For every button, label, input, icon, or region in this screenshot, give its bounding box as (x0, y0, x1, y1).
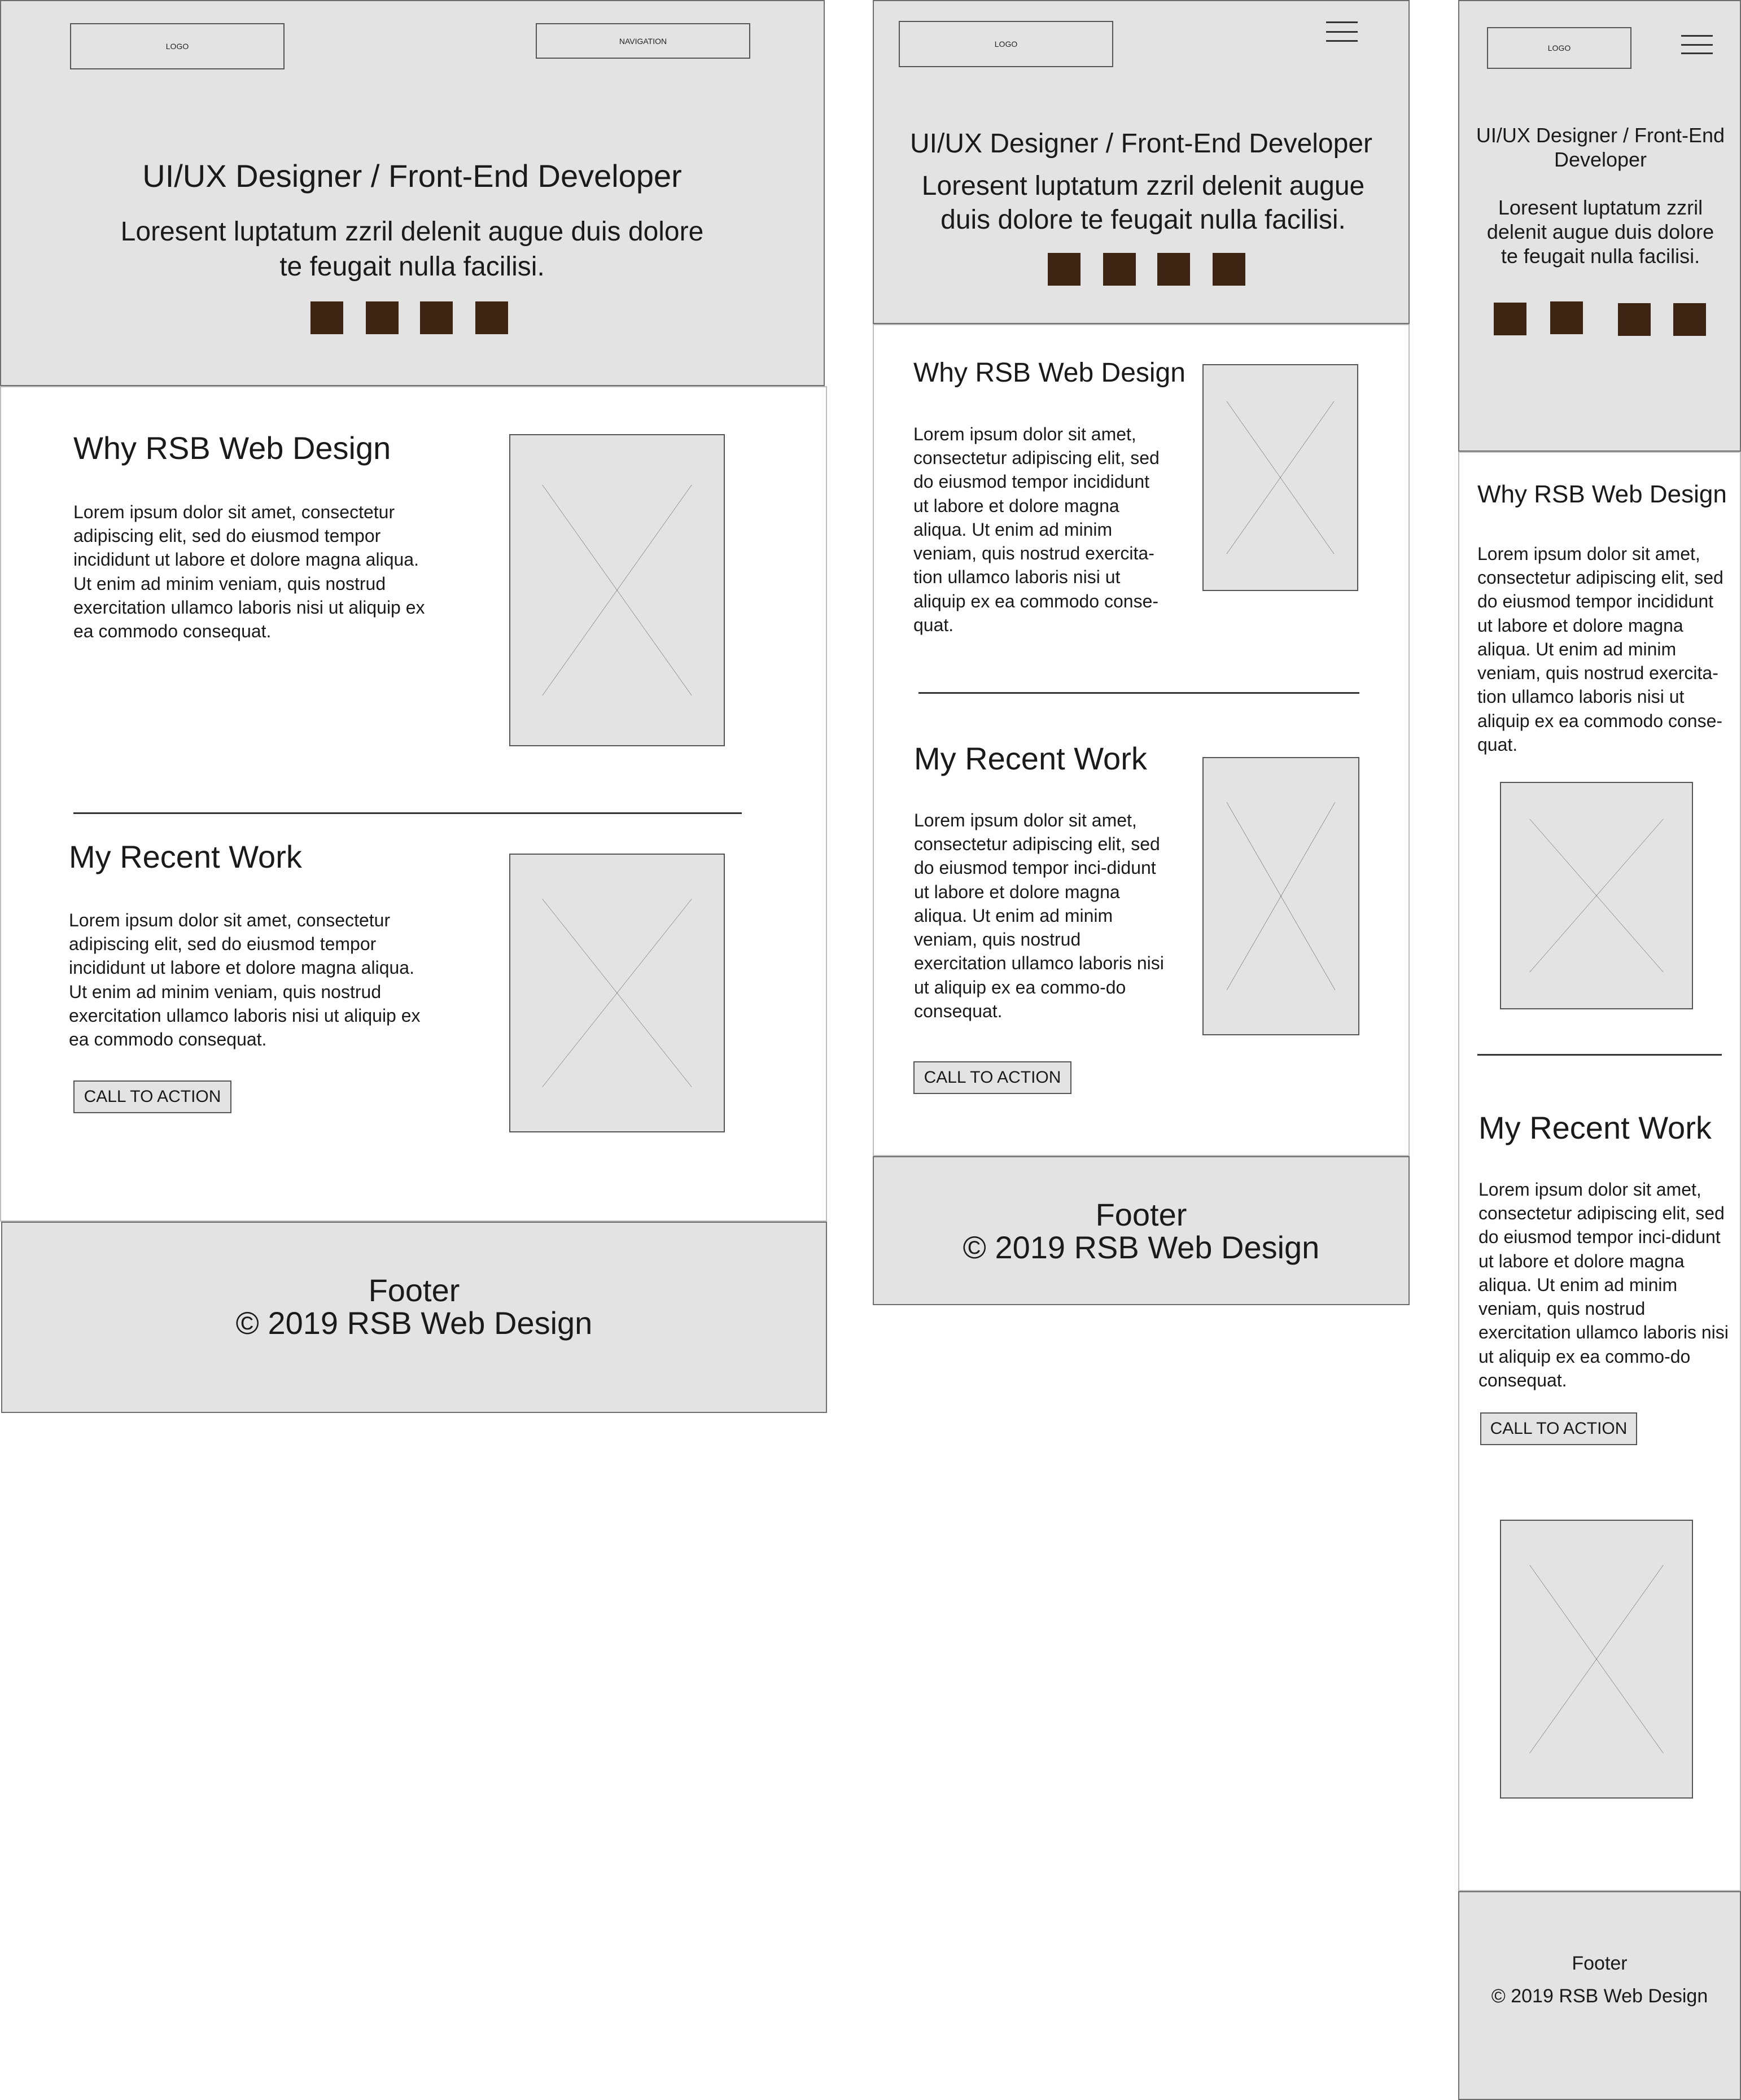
mobile-social-icon-2[interactable] (1550, 301, 1583, 334)
desktop-footer-label: Footer (368, 1272, 460, 1308)
desktop-cta-button[interactable]: CALL TO ACTION (73, 1080, 231, 1113)
tablet-hamburger-menu-icon[interactable] (1326, 21, 1358, 42)
desktop-title: UI/UX Designer / Front-End Developer (142, 158, 682, 194)
desktop-why-image-placeholder-icon (509, 434, 725, 746)
desktop-social-icon-4[interactable] (475, 301, 508, 334)
tablet-social-icon-2[interactable] (1103, 253, 1136, 286)
tablet-why-image-placeholder-icon (1202, 364, 1358, 591)
desktop-work-heading: My Recent Work (69, 839, 302, 874)
tablet-title: UI/UX Designer / Front-End Developer (910, 129, 1372, 159)
tablet-work-heading: My Recent Work (914, 741, 1147, 776)
tablet-subtitle: Loresent luptatum zzril delenit augue duis dolore te feugait nulla facilisi. (921, 171, 1365, 235)
mobile-logo[interactable]: LOGO (1487, 27, 1631, 69)
mobile-why-heading: Why RSB Web Design (1477, 480, 1727, 508)
desktop-social-icon-2[interactable] (366, 301, 399, 334)
mobile-cta-button[interactable]: CALL TO ACTION (1480, 1412, 1637, 1445)
mobile-work-image-placeholder-icon (1500, 1520, 1693, 1799)
tablet-social-icon-3[interactable] (1157, 253, 1190, 286)
desktop-why-heading: Why RSB Web Design (73, 430, 391, 466)
mobile-work-heading: My Recent Work (1478, 1110, 1712, 1145)
desktop-why-text: Lorem ipsum dolor sit amet, consectetur adipiscing elit, sed do eiusmod tempor incididunt ut labore et dolore magna aliqua. Ut enim ad minim veniam, quis nostrud exercitation ullamco laboris nisi ut aliquip ex ea commodo consequat. (73, 502, 425, 642)
mobile-subtitle: Loresent luptatum zzril delenit augue duis dolore te feugait nulla facilisi. (1486, 196, 1714, 268)
desktop-social-icon-1[interactable] (310, 301, 343, 334)
mobile-why-image-placeholder-icon (1500, 782, 1693, 1009)
mobile-why-text: Lorem ipsum dolor sit amet, consectetur adipiscing elit, sed do eiusmod tempor incididunt ut labore et dolore magna aliqua. Ut enim ad minim veniam, quis nostrud exercita-tion ullamco laboris nisi ut aliquip ex ea commodo conse-quat. (1477, 544, 1723, 755)
desktop-social-icon-3[interactable] (420, 301, 453, 334)
desktop-footer-copyright: © 2019 RSB Web Design (235, 1305, 593, 1341)
tablet-footer-label: Footer (1095, 1197, 1187, 1232)
desktop-navigation[interactable]: NAVIGATION (536, 23, 750, 59)
tablet-divider (918, 692, 1359, 694)
tablet-footer-copyright: © 2019 RSB Web Design (963, 1230, 1320, 1265)
mobile-social-icon-3[interactable] (1618, 303, 1651, 336)
desktop-subtitle: Loresent luptatum zzril delenit augue duis dolore te feugait nulla facilisi. (120, 217, 704, 282)
mobile-title: UI/UX Designer / Front-End Developer (1476, 124, 1725, 172)
tablet-logo[interactable]: LOGO (899, 21, 1113, 67)
tablet-cta-button[interactable]: CALL TO ACTION (913, 1061, 1071, 1094)
mobile-hamburger-menu-icon[interactable] (1681, 35, 1713, 54)
desktop-divider (73, 812, 742, 814)
mobile-footer-copyright: © 2019 RSB Web Design (1491, 1985, 1708, 2007)
desktop-logo[interactable]: LOGO (70, 23, 285, 69)
tablet-social-icon-1[interactable] (1048, 253, 1081, 286)
mobile-divider (1477, 1054, 1722, 1056)
mobile-work-text: Lorem ipsum dolor sit amet, consectetur adipiscing elit, sed do eiusmod tempor inci-didunt ut labore et dolore magna aliqua. Ut enim ad minim veniam, quis nostrud exercitation ullamco laboris nisi ut aliquip ex ea commo-do consequat. (1478, 1179, 1729, 1390)
tablet-work-image-placeholder-icon (1202, 757, 1359, 1035)
desktop-work-image-placeholder-icon (509, 854, 725, 1132)
tablet-why-heading: Why RSB Web Design (913, 358, 1186, 388)
desktop-work-text: Lorem ipsum dolor sit amet, consectetur adipiscing elit, sed do eiusmod tempor incididunt ut labore et dolore magna aliqua. Ut enim ad minim veniam, quis nostrud exercitation ullamco laboris nisi ut aliquip ex ea commodo consequat. (69, 910, 421, 1050)
tablet-why-text: Lorem ipsum dolor sit amet, consectetur adipiscing elit, sed do eiusmod tempor incididunt ut labore et dolore magna aliqua. Ut enim ad minim veniam, quis nostrud exercita-tion ullamco laboris nisi ut aliquip ex ea commodo conse-quat. (913, 424, 1160, 635)
mobile-footer-label: Footer (1572, 1953, 1628, 1974)
mobile-social-icon-1[interactable] (1494, 303, 1526, 335)
mobile-social-icon-4[interactable] (1673, 303, 1706, 336)
tablet-social-icon-4[interactable] (1213, 253, 1245, 286)
tablet-work-text: Lorem ipsum dolor sit amet, consectetur adipiscing elit, sed do eiusmod tempor inci-didunt ut labore et dolore magna aliqua. Ut enim ad minim veniam, quis nostrud exercitation ullamco laboris nisi ut aliquip ex ea commo-do consequat. (914, 810, 1164, 1021)
